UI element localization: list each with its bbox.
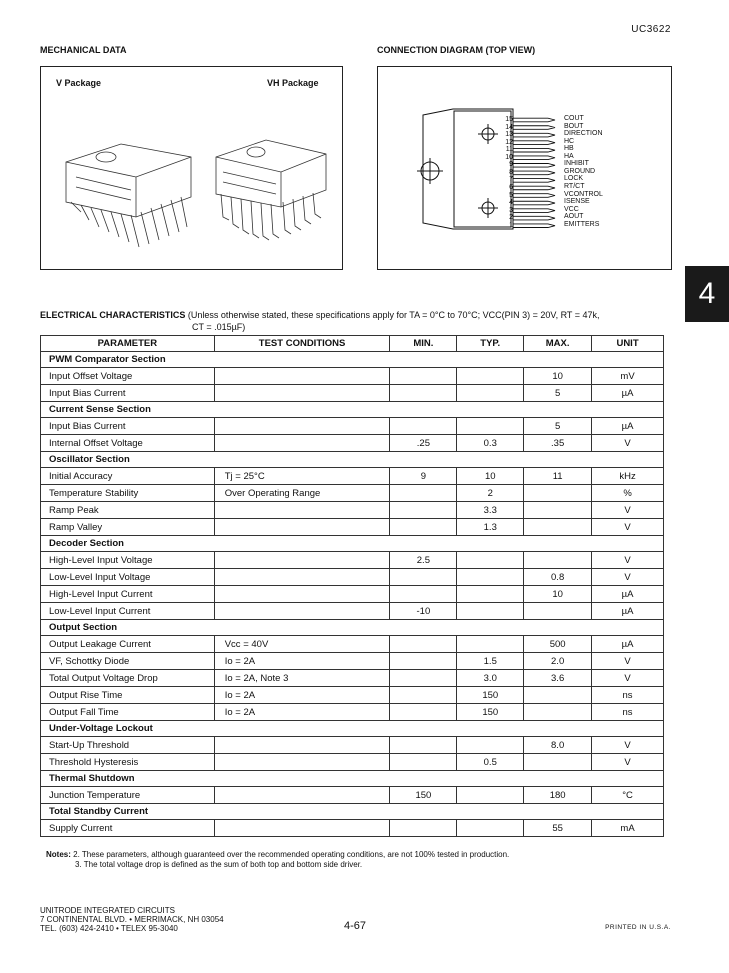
max-cell xyxy=(524,502,592,519)
typ-cell xyxy=(457,569,524,586)
unit-cell: µA xyxy=(592,418,664,435)
pin-lead-13 xyxy=(513,133,555,137)
min-cell xyxy=(390,687,457,704)
condition-cell: Io = 2A xyxy=(214,653,390,670)
connection-diagram-drawing xyxy=(378,67,671,269)
electrical-conditions-2: CT = .015µF) xyxy=(192,322,246,332)
typ-cell xyxy=(457,368,524,385)
pin-lead-2 xyxy=(513,216,555,220)
condition-cell: Io = 2A xyxy=(214,704,390,721)
table-section-row xyxy=(41,620,664,636)
max-cell: 3.6 xyxy=(524,670,592,687)
condition-cell xyxy=(214,754,390,771)
parameter-cell: Junction Temperature xyxy=(41,787,215,804)
table-row xyxy=(41,502,664,519)
max-cell: 10 xyxy=(524,586,592,603)
section-heading: Decoder Section xyxy=(41,536,664,552)
typ-cell xyxy=(457,586,524,603)
electrical-characteristics-table xyxy=(40,335,664,837)
table-row xyxy=(41,603,664,620)
table-row xyxy=(41,653,664,670)
parameter-cell: Output Fall Time xyxy=(41,704,215,721)
table-section-row xyxy=(41,771,664,787)
col-typ: TYP. xyxy=(457,336,524,352)
max-cell: 10 xyxy=(524,368,592,385)
table-row xyxy=(41,519,664,536)
typ-cell: 1.5 xyxy=(457,653,524,670)
condition-cell xyxy=(214,787,390,804)
table-row xyxy=(41,435,664,452)
min-cell xyxy=(390,502,457,519)
table-section-row xyxy=(41,804,664,820)
pin-label: HC xyxy=(564,137,575,145)
col-unit: UNIT xyxy=(592,336,664,352)
footer-phone: TEL. (603) 424-2410 • TELEX 95-3040 xyxy=(40,924,178,933)
max-cell: 500 xyxy=(524,636,592,653)
table-header-row xyxy=(41,336,664,352)
parameter-cell: Input Offset Voltage xyxy=(41,368,215,385)
footer-address xyxy=(40,906,224,933)
max-cell xyxy=(524,519,592,536)
pin-number: 14 xyxy=(505,123,513,131)
vh-package-drawing xyxy=(216,140,326,240)
pin-number: 3 xyxy=(509,206,513,214)
condition-cell xyxy=(214,435,390,452)
unit-cell: ns xyxy=(592,687,664,704)
typ-cell xyxy=(457,636,524,653)
parameter-cell: High-Level Input Current xyxy=(41,586,215,603)
printed-in: PRINTED IN U.S.A. xyxy=(605,924,671,931)
condition-cell xyxy=(214,569,390,586)
pin-label: HA xyxy=(564,152,574,160)
parameter-cell: Output Rise Time xyxy=(41,687,215,704)
note-2: 2. These parameters, although guaranteed over the recommended operating conditions, are not 100% tested in production. xyxy=(73,850,510,859)
unit-cell: V xyxy=(592,737,664,754)
unit-cell: V xyxy=(592,653,664,670)
max-cell xyxy=(524,687,592,704)
condition-cell xyxy=(214,586,390,603)
pin-lead-10 xyxy=(513,156,555,160)
typ-cell xyxy=(457,787,524,804)
part-number: UC3622 xyxy=(631,24,671,35)
typ-cell xyxy=(457,737,524,754)
max-cell: 0.8 xyxy=(524,569,592,586)
parameter-cell: Ramp Valley xyxy=(41,519,215,536)
unit-cell: V xyxy=(592,569,664,586)
typ-cell xyxy=(457,820,524,837)
table-row xyxy=(41,754,664,771)
unit-cell: % xyxy=(592,485,664,502)
min-cell xyxy=(390,670,457,687)
col-min: MIN. xyxy=(390,336,457,352)
typ-cell xyxy=(457,552,524,569)
max-cell xyxy=(524,485,592,502)
max-cell: 11 xyxy=(524,468,592,485)
pin-lead-14 xyxy=(513,126,555,130)
unit-cell: kHz xyxy=(592,468,664,485)
min-cell: 9 xyxy=(390,468,457,485)
min-cell xyxy=(390,586,457,603)
v-package-label: V Package xyxy=(56,78,102,88)
package-drawings xyxy=(51,102,336,267)
parameter-cell: Temperature Stability xyxy=(41,485,215,502)
max-cell: 2.0 xyxy=(524,653,592,670)
pin-number: 6 xyxy=(509,183,513,191)
table-row xyxy=(41,468,664,485)
table-section-row xyxy=(41,536,664,552)
max-cell: 5 xyxy=(524,418,592,435)
table-row xyxy=(41,418,664,435)
parameter-cell: Supply Current xyxy=(41,820,215,837)
condition-cell: Io = 2A, Note 3 xyxy=(214,670,390,687)
section-tab-4: 4 xyxy=(685,266,729,322)
notes-label: Notes: xyxy=(46,850,71,859)
pin-number: 1 xyxy=(509,221,513,229)
unit-cell: V xyxy=(592,552,664,569)
min-cell: -10 xyxy=(390,603,457,620)
parameter-cell: Initial Accuracy xyxy=(41,468,215,485)
max-cell: 8.0 xyxy=(524,737,592,754)
unit-cell: µA xyxy=(592,636,664,653)
max-cell xyxy=(524,754,592,771)
table-row xyxy=(41,704,664,721)
max-cell: 180 xyxy=(524,787,592,804)
condition-cell xyxy=(214,502,390,519)
unit-cell: mA xyxy=(592,820,664,837)
section-heading: Thermal Shutdown xyxy=(41,771,664,787)
max-cell xyxy=(524,704,592,721)
pin-number: 5 xyxy=(509,191,513,199)
table-row xyxy=(41,787,664,804)
col-max: MAX. xyxy=(524,336,592,352)
pin-lead-3 xyxy=(513,209,555,213)
parameter-cell: Internal Offset Voltage xyxy=(41,435,215,452)
pin-label: LOCK xyxy=(564,175,584,183)
min-cell xyxy=(390,653,457,670)
typ-cell: 150 xyxy=(457,704,524,721)
min-cell: .25 xyxy=(390,435,457,452)
parameter-cell: Output Leakage Current xyxy=(41,636,215,653)
min-cell xyxy=(390,368,457,385)
min-cell xyxy=(390,418,457,435)
electrical-conditions: (Unless otherwise stated, these specifications apply for TA = 0°C to 70°C; VCC(PIN 3) = 20V, RT = 47k, xyxy=(187,310,600,320)
pin-label: BOUT xyxy=(564,122,584,130)
pin-label: VCONTROL xyxy=(564,190,603,198)
pin-label: ISENSE xyxy=(564,198,590,206)
unit-cell: °C xyxy=(592,787,664,804)
min-cell: 150 xyxy=(390,787,457,804)
pin-label: GROUND xyxy=(564,167,596,175)
pin-label: DIRECTION xyxy=(564,130,603,138)
pin-lead-4 xyxy=(513,201,555,205)
min-cell xyxy=(390,820,457,837)
table-section-row xyxy=(41,721,664,737)
typ-cell xyxy=(457,418,524,435)
condition-cell: Vcc = 40V xyxy=(214,636,390,653)
condition-cell xyxy=(214,603,390,620)
min-cell xyxy=(390,737,457,754)
pin-number: 2 xyxy=(509,214,513,222)
pin-lead-15 xyxy=(513,118,555,122)
condition-cell: Tj = 25°C xyxy=(214,468,390,485)
connection-diagram-box xyxy=(377,66,672,270)
table-row xyxy=(41,569,664,586)
parameter-cell: Threshold Hysteresis xyxy=(41,754,215,771)
table-row xyxy=(41,636,664,653)
typ-cell xyxy=(457,603,524,620)
pin-lead-1 xyxy=(513,224,555,228)
pin-number: 11 xyxy=(505,146,513,154)
unit-cell: V xyxy=(592,754,664,771)
condition-cell xyxy=(214,385,390,402)
min-cell xyxy=(390,636,457,653)
section-heading: Under-Voltage Lockout xyxy=(41,721,664,737)
unit-cell: µA xyxy=(592,385,664,402)
pin-lead-12 xyxy=(513,141,555,145)
pin-label: VCC xyxy=(564,205,579,213)
typ-cell: 0.5 xyxy=(457,754,524,771)
connection-diagram-title: CONNECTION DIAGRAM (TOP VIEW) xyxy=(377,45,536,55)
max-cell xyxy=(524,552,592,569)
mechanical-data-title: MECHANICAL DATA xyxy=(40,45,127,55)
table-row xyxy=(41,820,664,837)
table-section-row xyxy=(41,352,664,368)
table-row xyxy=(41,368,664,385)
max-cell: 5 xyxy=(524,385,592,402)
max-cell: 55 xyxy=(524,820,592,837)
col-test-conditions: TEST CONDITIONS xyxy=(214,336,390,352)
pin-lead-6 xyxy=(513,186,555,190)
unit-cell: V xyxy=(592,670,664,687)
unit-cell: µA xyxy=(592,603,664,620)
pin-label: AOUT xyxy=(564,213,584,221)
pin-number: 4 xyxy=(509,199,513,207)
pin-lead-5 xyxy=(513,194,555,198)
parameter-cell: Total Output Voltage Drop xyxy=(41,670,215,687)
parameter-cell: Input Bias Current xyxy=(41,418,215,435)
note-3: 3. The total voltage drop is defined as the sum of both top and bottom side driver. xyxy=(75,860,363,869)
section-heading: Output Section xyxy=(41,620,664,636)
condition-cell xyxy=(214,519,390,536)
pin-lead-8 xyxy=(513,171,555,175)
table-row xyxy=(41,385,664,402)
condition-cell xyxy=(214,737,390,754)
vh-package-label: VH Package xyxy=(267,78,319,88)
unit-cell: ns xyxy=(592,704,664,721)
condition-cell: Over Operating Range xyxy=(214,485,390,502)
section-heading: PWM Comparator Section xyxy=(41,352,664,368)
min-cell xyxy=(390,754,457,771)
max-cell: .35 xyxy=(524,435,592,452)
pin-number: 8 xyxy=(509,168,513,176)
parameter-cell: Start-Up Threshold xyxy=(41,737,215,754)
min-cell xyxy=(390,485,457,502)
parameter-cell: Low-Level Input Voltage xyxy=(41,569,215,586)
pin-number: 10 xyxy=(505,153,513,161)
table-section-row xyxy=(41,402,664,418)
electrical-heading xyxy=(40,309,670,333)
typ-cell: 3.0 xyxy=(457,670,524,687)
v-package-drawing xyxy=(66,144,191,247)
pin-lead-9 xyxy=(513,164,555,168)
pin-number: 12 xyxy=(505,138,513,146)
electrical-title: ELECTRICAL CHARACTERISTICS xyxy=(40,310,186,320)
mechanical-data-box xyxy=(40,66,343,270)
unit-cell: V xyxy=(592,502,664,519)
condition-cell xyxy=(214,820,390,837)
unit-cell: V xyxy=(592,435,664,452)
typ-cell: 0.3 xyxy=(457,435,524,452)
pin-label: RT/CT xyxy=(564,182,585,190)
parameter-cell: Ramp Peak xyxy=(41,502,215,519)
pin-label: INHIBIT xyxy=(564,160,589,168)
typ-cell: 2 xyxy=(457,485,524,502)
table-row xyxy=(41,552,664,569)
footer-company: UNITRODE INTEGRATED CIRCUITS xyxy=(40,906,175,915)
min-cell: 2.5 xyxy=(390,552,457,569)
table-section-row xyxy=(41,452,664,468)
pin-number: 7 xyxy=(509,176,513,184)
parameter-cell: Low-Level Input Current xyxy=(41,603,215,620)
typ-cell: 150 xyxy=(457,687,524,704)
pin-label: EMITTERS xyxy=(564,220,600,228)
min-cell xyxy=(390,519,457,536)
pin-lead-11 xyxy=(513,148,555,152)
typ-cell xyxy=(457,385,524,402)
pin-number: 9 xyxy=(509,161,513,169)
notes xyxy=(46,850,509,870)
parameter-cell: VF, Schottky Diode xyxy=(41,653,215,670)
footer-address-line: 7 CONTINENTAL BLVD. • MERRIMACK, NH 03054 xyxy=(40,915,224,924)
section-heading: Total Standby Current xyxy=(41,804,664,820)
min-cell xyxy=(390,569,457,586)
section-heading: Oscillator Section xyxy=(41,452,664,468)
unit-cell: µA xyxy=(592,586,664,603)
condition-cell: Io = 2A xyxy=(214,687,390,704)
condition-cell xyxy=(214,552,390,569)
unit-cell: V xyxy=(592,519,664,536)
condition-cell xyxy=(214,368,390,385)
unit-cell: mV xyxy=(592,368,664,385)
pin-lead-7 xyxy=(513,179,555,183)
section-heading: Current Sense Section xyxy=(41,402,664,418)
table-row xyxy=(41,737,664,754)
condition-cell xyxy=(214,418,390,435)
pin-label: COUT xyxy=(564,115,584,122)
table-row xyxy=(41,485,664,502)
min-cell xyxy=(390,704,457,721)
max-cell xyxy=(524,603,592,620)
typ-cell: 1.3 xyxy=(457,519,524,536)
parameter-cell: Input Bias Current xyxy=(41,385,215,402)
col-parameter: PARAMETER xyxy=(41,336,215,352)
table-row xyxy=(41,687,664,704)
pin-leads xyxy=(513,118,555,227)
page-number: 4-67 xyxy=(344,920,367,932)
typ-cell: 10 xyxy=(457,468,524,485)
parameter-cell: High-Level Input Voltage xyxy=(41,552,215,569)
table-row xyxy=(41,586,664,603)
pin-number: 15 xyxy=(505,116,513,123)
min-cell xyxy=(390,385,457,402)
typ-cell: 3.3 xyxy=(457,502,524,519)
pin-number: 13 xyxy=(505,131,513,139)
pin-label: HB xyxy=(564,145,574,153)
table-row xyxy=(41,670,664,687)
